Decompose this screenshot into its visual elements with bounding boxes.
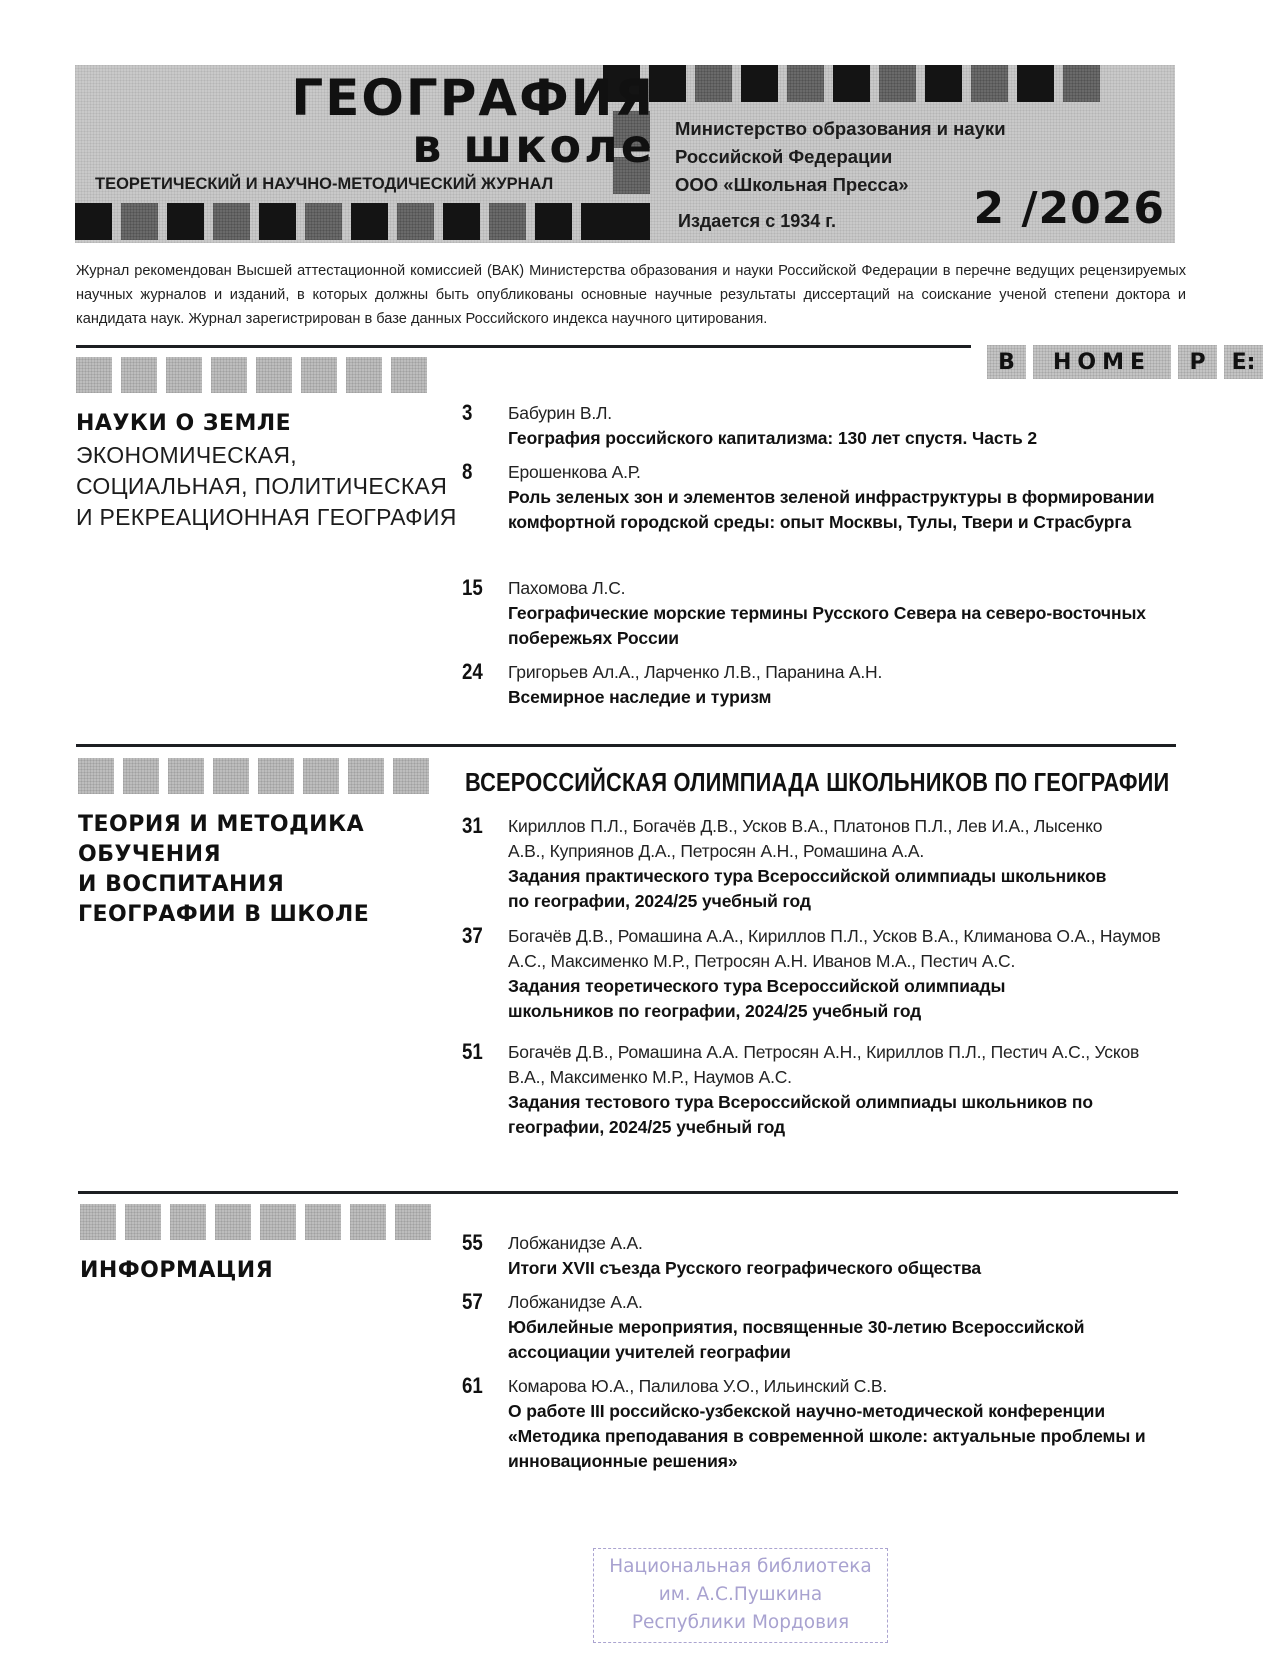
section-squares [78, 758, 429, 794]
toc-authors: Лобжанидзе А.А. [508, 1292, 643, 1312]
section-squares [80, 1204, 431, 1240]
toc-article-title: Всемирное наследие и туризм [508, 687, 772, 707]
stamp-line: им. А.С.Пушкина [658, 1584, 823, 1605]
divider [78, 1191, 1178, 1194]
section-heading: ИНФОРМАЦИЯ [80, 1258, 274, 1283]
masthead-banner [75, 65, 1175, 243]
journal-subtitle: в школе [412, 119, 655, 173]
section-subheading-line: И РЕКРЕАЦИОННАЯ ГЕОГРАФИЯ [76, 504, 457, 530]
in-issue-letter: НОМЕ [1033, 345, 1171, 379]
section-heading-line: ТЕОРИЯ И МЕТОДИКА [78, 812, 365, 837]
toc-page-number: 8 [462, 459, 473, 484]
publisher-line: Российской Федерации [675, 146, 893, 167]
publisher-block [675, 115, 1006, 199]
toc-entry[interactable] [462, 576, 1182, 651]
toc-authors: Григорьев Ал.А., Ларченко Л.В., Паранина А.Н. [508, 662, 883, 682]
toc-article-title: Итоги XVII съезда Русского географического общества [508, 1258, 982, 1278]
toc-page-number: 57 [462, 1289, 483, 1314]
toc-article-title: Роль зеленых зон и элементов зеленой инфраструктуры в формировании комфортной городской среды: опыт Москвы, Тулы, Твери и Страсбурга [508, 487, 1155, 532]
toc-page-number: 37 [462, 923, 483, 948]
masthead-squares-bottom [75, 203, 618, 240]
in-this-issue-label [987, 345, 1263, 379]
publisher-line: ООО «Школьная Пресса» [675, 174, 909, 195]
toc-authors: Ерошенкова А.Р. [508, 462, 641, 482]
toc-page-number: 55 [462, 1230, 483, 1255]
toc-authors: Бабурин В.Л. [508, 403, 612, 423]
toc-authors: Кириллов П.Л., Богачёв Д.В., Усков В.А., Платонов П.Л., Лев И.А., Лысенко А.В., Куприянов Д.А., Петросян А.Н., Ромашина А.А. [508, 816, 1103, 861]
toc-article-title: Задания теоретического тура Всероссийской олимпиады школьников по географии, 2024/25 учебный год [508, 976, 1006, 1021]
toc-page-number: 51 [462, 1039, 483, 1064]
toc-article-title: Задания тестового тура Всероссийской олимпиады школьников по географии, 2024/25 учебный год [508, 1092, 1093, 1137]
toc-article-title: Задания практического тура Всероссийской олимпиады школьников по географии, 2024/25 учебный год [508, 866, 1107, 911]
section-heading-line: ОБУЧЕНИЯ [78, 842, 222, 867]
journal-title: ГЕОГРАФИЯ [291, 69, 655, 127]
toc-entry[interactable] [462, 924, 1182, 1024]
toc-authors: Комарова Ю.А., Палилова У.О., Ильинский С.В. [508, 1376, 888, 1396]
section-squares [76, 357, 427, 393]
section-subheading-line: ЭКОНОМИЧЕСКАЯ, [76, 442, 297, 468]
toc-authors: Богачёв Д.В., Ромашина А.А. Петросян А.Н., Кириллов П.Л., Пестич А.С., Усков В.А., Максименко М.Р., Наумов А.С. [508, 1042, 1140, 1087]
section-heading-line: ГЕОГРАФИИ В ШКОЛЕ [78, 902, 370, 927]
toc-article-title: Юбилейные мероприятия, посвященные 30-летию Всероссийской ассоциации учителей географии [508, 1317, 1085, 1362]
divider [76, 345, 971, 348]
stamp-line: Республики Мордовия [631, 1612, 850, 1633]
publisher-line: Министерство образования и науки [675, 118, 1006, 139]
published-since: Издается с 1934 г. [678, 211, 836, 231]
issue-number: 2 /2026 [973, 183, 1165, 234]
toc-entry[interactable] [462, 1290, 1182, 1365]
toc-entry[interactable] [462, 401, 1182, 451]
toc-entry[interactable] [462, 814, 1182, 914]
stamp-line: Национальная библиотека [609, 1556, 872, 1577]
toc-entry[interactable] [462, 1040, 1182, 1140]
toc-authors: Лобжанидзе А.А. [508, 1233, 643, 1253]
toc-article-title: Географические морские термины Русского Севера на северо-восточных побережьях России [508, 603, 1146, 648]
section-heading: НАУКИ О ЗЕМЛЕ [76, 411, 292, 436]
toc-entry[interactable] [462, 1231, 1182, 1281]
toc-page-number: 15 [462, 575, 483, 600]
in-issue-letter: В [987, 345, 1026, 379]
toc-page-number: 3 [462, 400, 473, 425]
library-stamp [593, 1548, 888, 1643]
section-heading [78, 810, 369, 930]
section-subheading-line: СОЦИАЛЬНАЯ, ПОЛИТИЧЕСКАЯ [76, 473, 448, 499]
toc-authors: Богачёв Д.В., Ромашина А.А., Кириллов П.Л., Усков В.А., Климанова О.А., Наумов А.С., Максименко М.Р., Петросян А.Н. Иванов М.А., Пестич А.С. [508, 926, 1161, 971]
section-subheading [76, 440, 457, 533]
toc-article-title: О работе III российско-узбекской научно-методической конференции «Методика преподавания в современной школе: актуальные проблемы и инновационные решения» [508, 1401, 1146, 1471]
divider [76, 744, 1176, 747]
in-issue-letter: Е: [1224, 345, 1263, 379]
toc-article-title: География российского капитализма: 130 лет спустя. Часть 2 [508, 428, 1038, 448]
toc-authors: Пахомова Л.С. [508, 578, 626, 598]
rubric-title: ВСЕРОССИЙСКАЯ ОЛИМПИАДА ШКОЛЬНИКОВ ПО ГЕОГРАФИИ [465, 767, 1170, 797]
masthead-squares-top [603, 65, 1100, 102]
toc-page-number: 31 [462, 813, 483, 838]
journal-tagline: ТЕОРЕТИЧЕСКИЙ И НАУЧНО-МЕТОДИЧЕСКИЙ ЖУРНАЛ [95, 175, 554, 193]
vak-recommendation-note: Журнал рекомендован Высшей аттестационной комиссией (ВАК) Министерства образования и науки Российской Федерации в перечне ведущих рецензируемых научных журналов и изданий, в которых должны быть опубликованы основные научные результаты диссертаций на соискание ученой степени доктора и кандидата наук. Журнал зарегистрирован в базе данных Российского индекса научного цитирования. [76, 263, 1186, 327]
in-issue-letter: Р [1178, 345, 1217, 379]
toc-entry[interactable] [462, 660, 1182, 710]
toc-page-number: 61 [462, 1373, 483, 1398]
toc-page-number: 24 [462, 659, 483, 684]
toc-entry[interactable] [462, 1374, 1182, 1474]
section-heading-line: И ВОСПИТАНИЯ [78, 872, 285, 897]
toc-entry[interactable] [462, 460, 1182, 535]
